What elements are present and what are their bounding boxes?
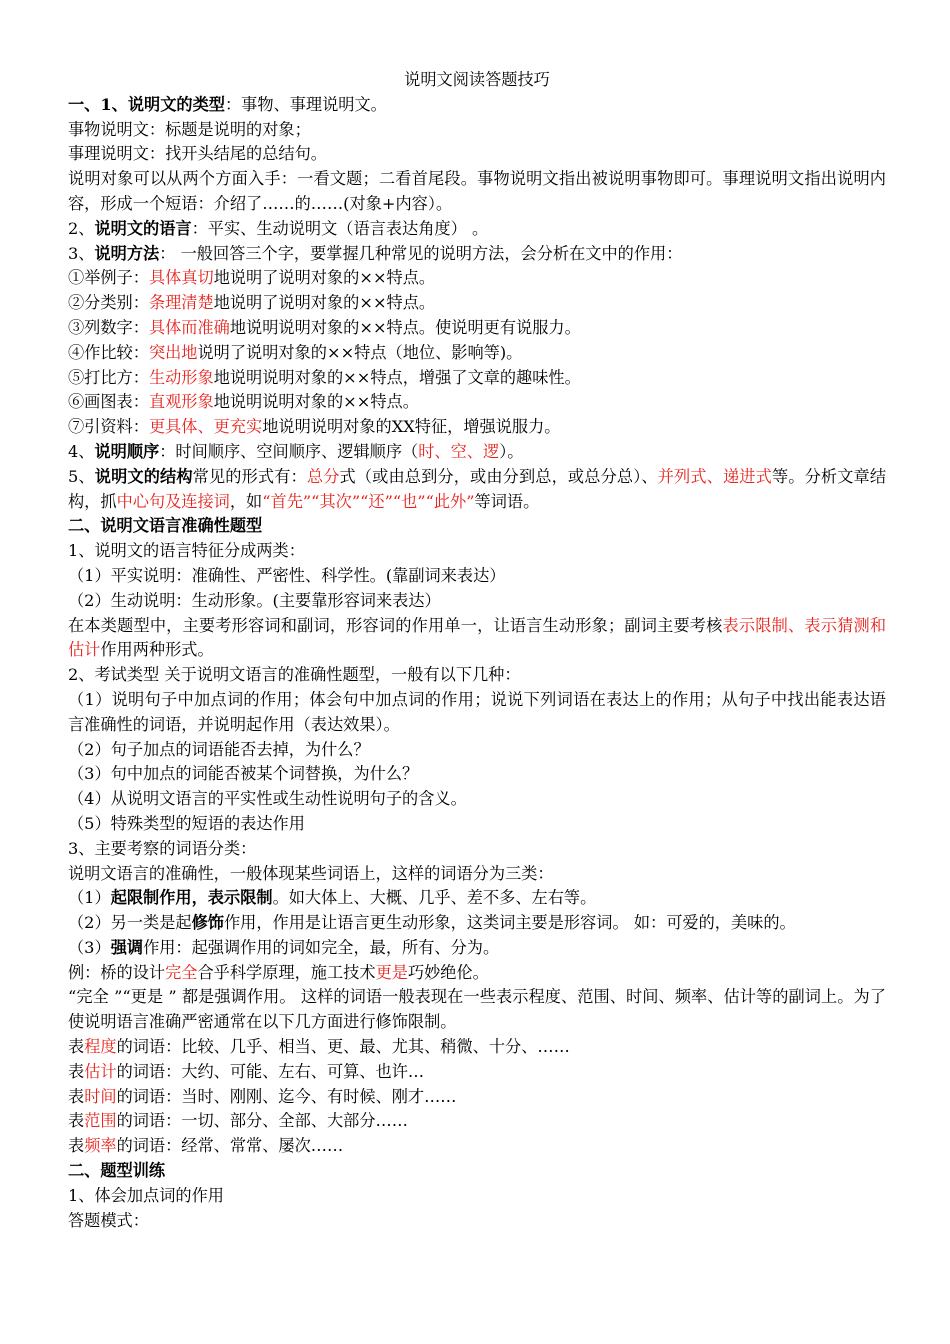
paragraph (68, 167, 886, 217)
paragraph (68, 911, 886, 936)
highlight-text: 更是 (375, 962, 408, 982)
text-run: 表 (68, 1061, 85, 1081)
text-run: 说明对象可以从两个方面入手：一看文题；二看首尾段。事物说明文指出被说明事物即可。事理说明文指出说明内容，形成一个短语：介绍了……的……(对象+内容）。 (68, 169, 886, 213)
highlight-text: 时间 (84, 1086, 117, 1106)
text-run: 作用：起强调作用的词如完全，最，所有、分为。 (143, 937, 500, 957)
paragraph (68, 985, 886, 1035)
paragraph (68, 663, 886, 688)
text-run: ）。 (499, 441, 524, 461)
text-run: 常见的形式有： (192, 466, 307, 486)
highlight-text: 生动形象 (148, 367, 214, 387)
document-content (68, 93, 886, 1234)
text-run: ⑥画图表： (68, 392, 149, 412)
text-run: ：平实、生动说明文（语言表达角度） 。 (191, 218, 489, 238)
text-run: 。如大体上、大概、几乎、差不多、左右等。 (272, 888, 597, 908)
paragraph (68, 291, 886, 316)
paragraph (68, 1060, 886, 1085)
paragraph (68, 341, 886, 366)
paragraph (68, 787, 886, 812)
paragraph (68, 738, 886, 763)
bold-text: 说明文的结构 (94, 466, 193, 486)
text-run: （2）另一类是起 (68, 913, 192, 933)
paragraph (68, 862, 886, 887)
text-run: 的词语：当时、刚刚、迄今、有时候、刚才…… (116, 1086, 457, 1106)
text-run: ④作比较： (68, 342, 149, 362)
paragraph (68, 589, 886, 614)
text-run: 3、 (68, 243, 95, 263)
paragraph (68, 465, 886, 515)
text-run: 地说明说明对象的××特点。 (213, 392, 419, 412)
paragraph (68, 1209, 886, 1234)
text-run: 巧妙绝伦。 (407, 962, 489, 982)
highlight-text: 表示限制、表示猜测和估计 (68, 615, 887, 660)
text-run: 作用，作用是让语言更生动形象，这类词主要是形容词。 如：可爱的，美味的。 (224, 913, 796, 933)
highlight-text: 具体而准确 (148, 317, 230, 337)
paragraph (68, 93, 886, 118)
highlight-text: 频率 (84, 1136, 117, 1156)
text-run: （2）句子加点的词语能否去掉，为什么？ (68, 739, 370, 759)
text-run: 1、说明文的语言特征分成两类： (68, 541, 305, 561)
text-run: 表 (68, 1037, 85, 1057)
text-run: 5、 (68, 466, 95, 486)
text-run: 2、 (68, 218, 95, 238)
paragraph (68, 266, 886, 291)
text-run: （4）从说明文语言的平实性或生动性说明句子的含义。 (68, 789, 467, 809)
text-run: （5）特殊类型的短语的表达作用 (68, 813, 305, 833)
paragraph (68, 1109, 886, 1134)
text-run: 说明文语言的准确性，一般体现某些词语上，这样的词语分为三类： (68, 863, 554, 883)
paragraph (68, 366, 886, 391)
document-body (68, 68, 886, 1233)
paragraph (68, 812, 886, 837)
paragraph (68, 1184, 886, 1209)
text-run: （3）句中加点的词能否被某个词替换，为什么？ (68, 764, 419, 784)
highlight-text: 直观形象 (148, 392, 214, 412)
text-run: 答题模式： (68, 1210, 149, 1230)
text-run: 1、体会加点词的作用 (68, 1185, 224, 1205)
highlight-text: 更具体、更充实 (148, 417, 263, 437)
text-run: “完全 ”“更是 ” 都是强调作用。 这样的词语一般表现在一些表示程度、范围、时间、频率、估计等的副词上。为了使说明语言准确严密通常在以下几方面进行修饰限制。 (68, 987, 886, 1032)
highlight-text: 完全 (165, 962, 198, 982)
text-run: 表 (68, 1111, 85, 1131)
paragraph (68, 440, 886, 465)
bold-text: 说明方法 (94, 243, 160, 263)
paragraph (68, 1035, 886, 1060)
bold-text: 修饰 (191, 913, 224, 933)
text-run: 地说明了说明对象的××特点。 (213, 268, 436, 288)
highlight-text: 具体真切 (148, 268, 214, 288)
paragraph (68, 1085, 886, 1110)
highlight-text: 总分 (306, 466, 340, 486)
text-run: 的词语：比较、几乎、相当、更、最、尤其、稍微、十分、…… (116, 1037, 570, 1057)
text-run: 例：桥的设计 (68, 962, 166, 982)
highlight-text: 时、空、逻 (418, 441, 500, 461)
text-run: ③列数字： (68, 317, 149, 337)
text-run: 的词语：经常、常常、屡次…… (116, 1136, 344, 1156)
text-run: ，如 (229, 491, 263, 511)
text-run: ： 一般回答三个字，要掌握几种常见的说明方法，会分析在文中的作用： (159, 243, 683, 263)
paragraph (68, 390, 886, 415)
paragraph (68, 762, 886, 787)
text-run: 地说明了说明对象的××特点。 (213, 293, 436, 313)
text-run: （2）生动说明：生动形象。(主要靠形容词来表达） (68, 590, 441, 610)
bold-text: 强调 (110, 937, 144, 957)
text-run: 表 (68, 1136, 85, 1156)
text-run: （1） (68, 888, 111, 908)
text-run: 地说明说明对象的××特点，增强了文章的趣味性。 (213, 367, 581, 387)
highlight-text: 条理清楚 (148, 293, 214, 313)
text-run: 作用两种形式。 (100, 640, 214, 660)
highlight-text: 中心句及连接词 (116, 491, 230, 511)
text-run: 4、 (68, 441, 95, 461)
text-run: 的词语：一切、部分、全部、大部分…… (116, 1111, 408, 1131)
paragraph (68, 837, 886, 862)
paragraph (68, 961, 886, 986)
text-run: 地说明说明对象的××特点。使说明更有说服力。 (229, 317, 581, 337)
text-run: 3、主要考察的词语分类： (68, 838, 257, 858)
paragraph (68, 217, 886, 242)
text-run: ②分类别： (68, 293, 149, 313)
text-run: 合乎科学原理，施工技术 (197, 962, 376, 982)
text-run: （3） (68, 937, 111, 957)
text-run: 地说明说明对象的XX特征，增强说服力。 (262, 417, 561, 437)
text-run: 事理说明文：找开头结尾的总结句。 (68, 144, 327, 164)
text-run: （1）说明句子中加点词的作用；体会句中加点词的作用；说说下列词语在表达上的作用；从句子中找出能表达语言准确性的词语，并说明起作用（表达效果）。 (68, 689, 886, 734)
paragraph (68, 514, 886, 539)
paragraph (68, 142, 886, 167)
text-run: ：事物、事理说明文。 (224, 94, 387, 114)
paragraph (68, 415, 886, 440)
text-run: ：时间顺序、空间顺序、逻辑顺序（ (159, 441, 419, 461)
text-run: ⑤打比方： (68, 367, 149, 387)
highlight-text: 范围 (84, 1111, 117, 1131)
text-run: 事物说明文：标题是说明的对象； (68, 119, 311, 139)
text-run: （1）平实说明：准确性、严密性、科学性。(靠副词来表达） (68, 565, 506, 585)
bold-text: 起限制作用，表示限制 (110, 888, 273, 908)
text-run: 等词语。 (474, 491, 540, 511)
text-run: ⑦引资料： (68, 417, 149, 437)
paragraph (68, 936, 886, 961)
highlight-text: 程度 (84, 1037, 117, 1057)
text-run: 说明了说明对象的××特点（地位、影响等)。 (197, 342, 523, 362)
bold-text: 说明文的语言 (94, 218, 192, 238)
paragraph (68, 886, 886, 911)
text-run: 表 (68, 1086, 85, 1106)
bold-text: 二、题型训练 (68, 1161, 166, 1181)
bold-text: 一、1、说明文的类型 (68, 94, 225, 114)
document-title: 说明文阅读答题技巧 (404, 70, 550, 89)
highlight-text: 并列式、递进式 (657, 466, 772, 486)
paragraph (68, 688, 886, 738)
text-run: 等。分析文章结构，抓 (68, 466, 887, 511)
bold-text: 二、说明文语言准确性题型 (68, 516, 263, 536)
paragraph (68, 1134, 886, 1159)
text-run: 式（或由总到分，或由分到总，或总分总）、 (339, 466, 658, 486)
highlight-text: “首先”“其次”“还”“也”“此外” (262, 491, 475, 511)
text-run: ①举例子： (68, 268, 149, 288)
highlight-text: 估计 (84, 1061, 117, 1081)
text-run: 2、考试类型 关于说明文语言的准确性题型，一般有以下几种： (68, 665, 521, 685)
paragraph (68, 118, 886, 143)
paragraph (68, 564, 886, 589)
bold-text: 说明顺序 (94, 441, 160, 461)
text-run: 的词语：大约、可能、左右、可算、也许… (116, 1061, 425, 1081)
paragraph (68, 242, 886, 267)
paragraph (68, 1159, 886, 1184)
paragraph (68, 539, 886, 564)
paragraph (68, 316, 886, 341)
paragraph (68, 614, 886, 664)
highlight-text: 突出地 (148, 342, 198, 362)
text-run: 在本类题型中，主要考形容词和副词，形容词的作用单一，让语言生动形象；副词主要考核 (68, 615, 723, 635)
